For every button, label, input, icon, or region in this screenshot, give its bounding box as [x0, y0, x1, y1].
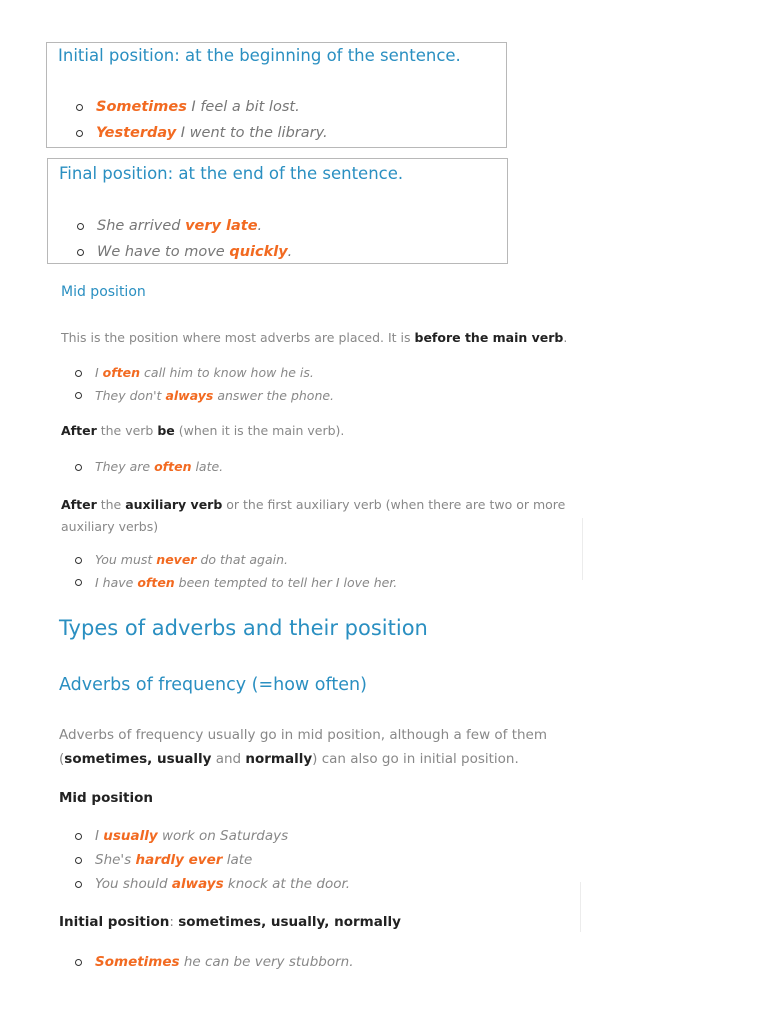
initial-position-box	[46, 42, 507, 148]
frequency-mid-label: Mid position	[59, 790, 153, 806]
types-heading: Types of adverbs and their position	[59, 616, 428, 640]
initial-position-title: Initial position: at the beginning of the sentence.	[58, 46, 461, 65]
mid-examples-list-3	[75, 551, 397, 596]
column-divider	[580, 882, 581, 932]
initial-examples-list	[76, 97, 328, 149]
frequency-initial-label: Initial position: sometimes, usually, normally	[59, 914, 401, 930]
final-position-box	[47, 158, 508, 264]
final-examples-list	[77, 216, 292, 268]
final-position-title: Final position: at the end of the sentence.	[59, 164, 404, 183]
list-item: Sometimes I feel a bit lost.	[76, 97, 328, 123]
list-item: Sometimes he can be very stubborn.	[75, 953, 354, 977]
frequency-initial-examples	[75, 953, 354, 977]
list-item: They don't always answer the phone.	[75, 387, 334, 410]
frequency-intro: Adverbs of frequency usually go in mid position, although a few of them (sometimes, usually and normally) can also go in initial position.	[59, 727, 548, 767]
list-item: She arrived very late.	[77, 216, 292, 242]
column-divider	[582, 518, 583, 580]
mid-examples-list-1	[75, 364, 334, 409]
list-item: I have often been tempted to tell her I love her.	[75, 574, 397, 597]
list-item: They are often late.	[75, 458, 223, 481]
frequency-mid-examples	[75, 827, 350, 899]
after-be-text: After the verb be (when it is the main verb).	[61, 423, 345, 438]
mid-position-intro: This is the position where most adverbs are placed. It is before the main verb.	[61, 330, 568, 345]
list-item: I often call him to know how he is.	[75, 364, 334, 387]
mid-examples-list-2	[75, 458, 223, 481]
list-item: We have to move quickly.	[77, 242, 292, 268]
list-item: You should always knock at the door.	[75, 875, 350, 899]
after-aux-text: After the auxiliary verb or the first auxiliary verb (when there are two or more auxiliary verbs)	[61, 497, 566, 534]
list-item: Yesterday I went to the library.	[76, 123, 328, 149]
list-item: You must never do that again.	[75, 551, 397, 574]
list-item: She's hardly ever late	[75, 851, 350, 875]
list-item: I usually work on Saturdays	[75, 827, 350, 851]
frequency-heading: Adverbs of frequency (=how often)	[59, 675, 367, 695]
mid-position-heading: Mid position	[61, 284, 146, 300]
